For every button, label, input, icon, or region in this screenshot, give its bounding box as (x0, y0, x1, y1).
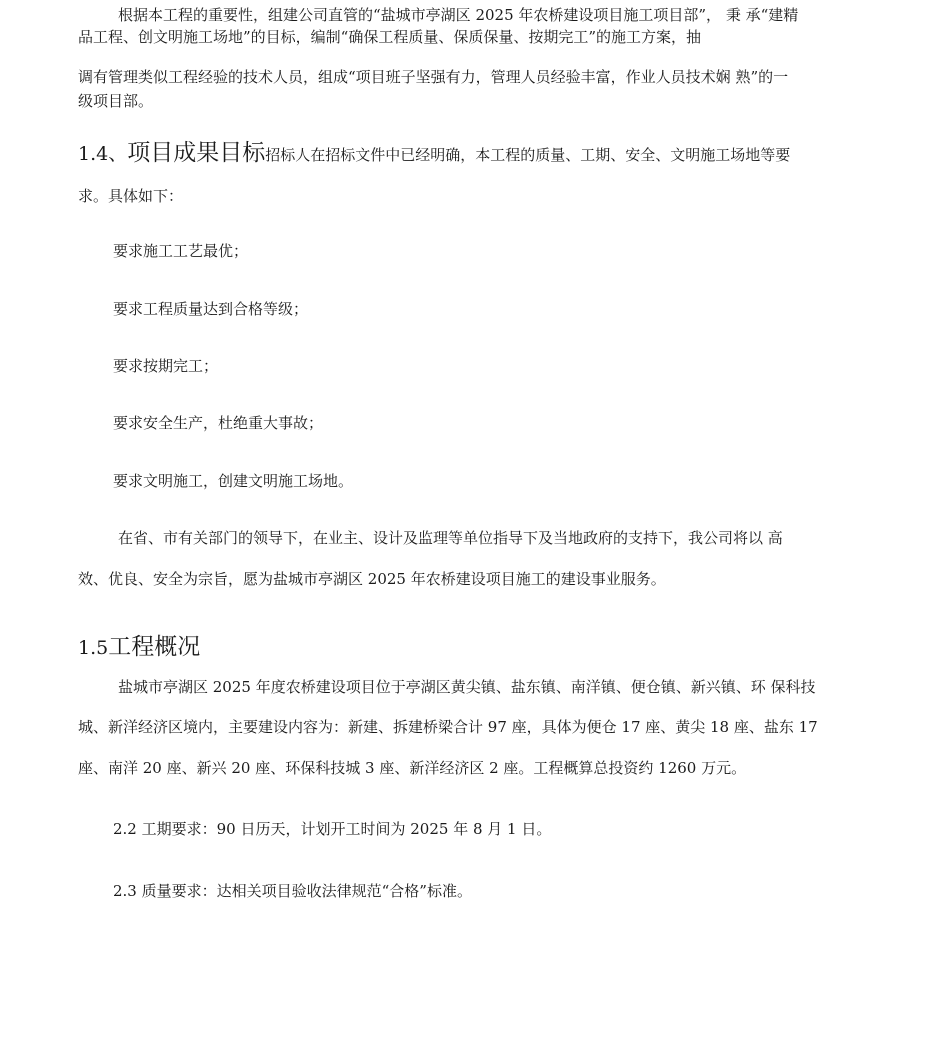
requirement-item: 要求施工工艺最优； (113, 242, 249, 260)
overview-paragraph-line-2: 城、新洋经济区境内，主要建设内容为：新建、拆建桥梁合计 97 座，具体为便仓 17 座、黄尖 18 座、盐东 17 (78, 718, 818, 736)
section-1-5-title: 工程概况 (108, 634, 201, 660)
section-1-4-continued: 求。具体如下： (78, 187, 184, 205)
requirement-item: 要求安全生产，杜绝重大事故； (113, 414, 324, 432)
requirement-item: 要求按期完工； (113, 357, 219, 375)
closing-paragraph-line-2: 效、优良、安全为宗旨，愿为盐城市亭湖区 2025 年农桥建设项目施工的建设事业服务。 (78, 570, 666, 588)
requirement-item: 要求工程质量达到合格等级； (113, 300, 309, 318)
intro-paragraph-line-2: 品工程、创文明施工场地”的目标，编制“确保工程质量、保质保量、按期完工”的施工方案，抽 (78, 28, 702, 46)
requirement-item: 要求文明施工，创建文明施工场地。 (113, 472, 354, 490)
schedule-requirement: 2.2 工期要求：90 日历天，计划开工时间为 2025 年 8 月 1 日。 (113, 820, 552, 838)
section-1-4-heading (78, 136, 790, 172)
intro-paragraph-line-1: 根据本工程的重要性，组建公司直管的“盐城市亭湖区 2025 年农桥建设项目施工项目部”， 秉 承“建精 (118, 6, 799, 24)
closing-paragraph-line-1: 在省、市有关部门的领导下，在业主、设计及监理等单位指导下及当地政府的支持下，我公司将以 高 (118, 529, 783, 547)
overview-paragraph-line-3: 座、南洋 20 座、新兴 20 座、环保科技城 3 座、新洋经济区 2 座。工程概算总投资约 1260 万元。 (78, 759, 747, 777)
intro-paragraph-line-4: 级项目部。 (78, 92, 154, 110)
section-1-5-heading (78, 630, 200, 666)
intro-paragraph-line-3: 调有管理类似工程经验的技术人员，组成“项目班子坚强有力，管理人员经验丰富，作业人员技术娴 熟”的一 (78, 68, 789, 86)
overview-paragraph-line-1: 盐城市亭湖区 2025 年度农桥建设项目位于亭湖区黄尖镇、盐东镇、南洋镇、便仓镇、新兴镇、环 保科技 (118, 678, 816, 696)
section-1-5-number: 1.5 (78, 637, 109, 659)
section-1-4-title: 项目成果目标 (127, 140, 266, 166)
quality-requirement: 2.3 质量要求：达相关项目验收法律规范“合格”标准。 (113, 882, 472, 900)
section-1-4-number: 1.4、 (78, 143, 128, 165)
section-1-4-inline-text: 招标人在招标文件中已经明确，本工程的质量、工期、安全、文明施工场地等要 (265, 146, 791, 164)
